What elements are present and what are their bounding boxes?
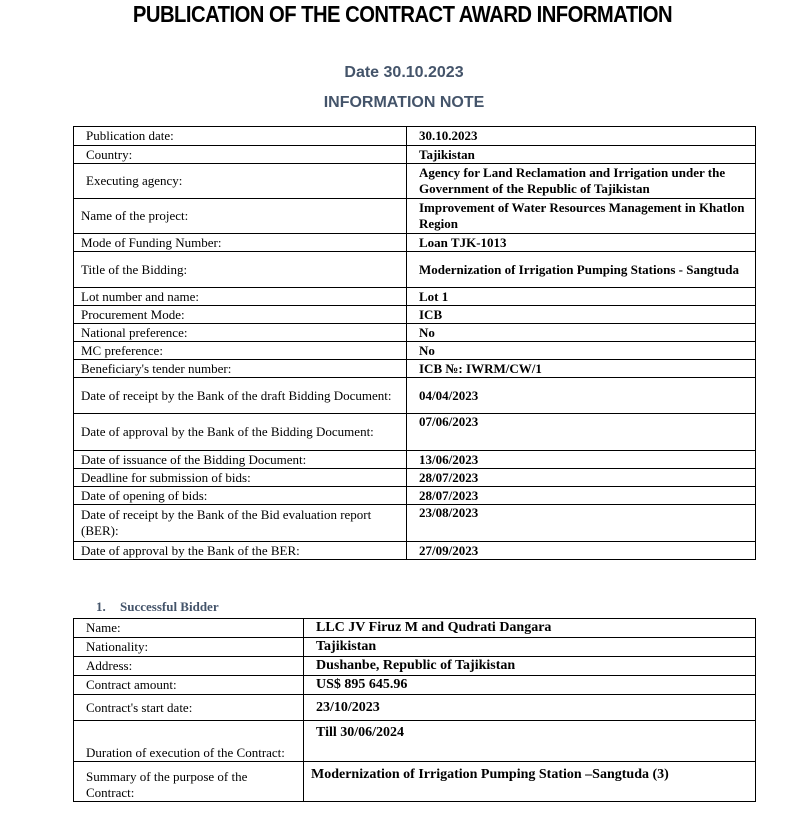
- table-row: [74, 306, 756, 324]
- row-label: Lot number and name:: [74, 288, 407, 306]
- row-value: Improvement of Water Resources Management in Khatlon Region: [407, 199, 756, 234]
- row-label: Date of approval by the Bank of the Bidding Document:: [74, 414, 407, 451]
- table-row: [74, 199, 756, 234]
- row-label: Contract's start date:: [74, 695, 304, 721]
- row-label: Summary of the purpose of the Contract:: [74, 762, 304, 802]
- table-row: [74, 324, 756, 342]
- row-value: 07/06/2023: [407, 414, 756, 451]
- table-row: [74, 378, 756, 414]
- row-label: Duration of execution of the Contract:: [74, 721, 304, 762]
- row-label: Mode of Funding Number:: [74, 234, 407, 252]
- row-value: Dushanbe, Republic of Tajikistan: [304, 657, 756, 676]
- table-row: [74, 762, 756, 802]
- row-value: LLC JV Firuz M and Qudrati Dangara: [304, 619, 756, 638]
- row-value: Tajikistan: [304, 638, 756, 657]
- row-value: 23/10/2023: [304, 695, 756, 721]
- section-number: 1.: [96, 599, 106, 614]
- row-value: ICB №: IWRM/CW/1: [407, 360, 756, 378]
- row-label: Country:: [74, 146, 407, 164]
- row-value: 04/04/2023: [407, 378, 756, 414]
- table-row: [74, 164, 756, 199]
- row-label: Procurement Mode:: [74, 306, 407, 324]
- table-row: [74, 469, 756, 487]
- table-row: [74, 127, 756, 146]
- table-row: [74, 146, 756, 164]
- row-label: Address:: [74, 657, 304, 676]
- table-row: [74, 288, 756, 306]
- section-title: Successful Bidder: [120, 599, 219, 614]
- table-row: [74, 360, 756, 378]
- table-row: [74, 451, 756, 469]
- row-label: Contract amount:: [74, 676, 304, 695]
- table-row: [74, 676, 756, 695]
- row-label: Name:: [74, 619, 304, 638]
- row-value: ICB: [407, 306, 756, 324]
- row-label: Deadline for submission of bids:: [74, 469, 407, 487]
- row-value: 27/09/2023: [407, 542, 756, 560]
- row-label: Date of opening of bids:: [74, 487, 407, 505]
- table-row: [74, 414, 756, 451]
- row-label: Date of approval by the Bank of the BER:: [74, 542, 407, 560]
- row-label: National preference:: [74, 324, 407, 342]
- row-value: Till 30/06/2024: [304, 721, 756, 762]
- row-value: No: [407, 342, 756, 360]
- row-value: No: [407, 324, 756, 342]
- table-row: [74, 505, 756, 542]
- row-label: Date of issuance of the Bidding Document:: [74, 451, 407, 469]
- row-value: Tajikistan: [407, 146, 756, 164]
- row-label: Date of receipt by the Bank of the draft Bidding Document:: [74, 378, 407, 414]
- table-row: [74, 542, 756, 560]
- row-label: Beneficiary's tender number:: [74, 360, 407, 378]
- row-label: MC preference:: [74, 342, 407, 360]
- table-row: [74, 638, 756, 657]
- row-value: 28/07/2023: [407, 469, 756, 487]
- row-value: 30.10.2023: [407, 127, 756, 146]
- successful-bidder-table: [73, 618, 756, 802]
- row-label: Title of the Bidding:: [74, 252, 407, 288]
- table-row: [74, 342, 756, 360]
- table-row: [74, 487, 756, 505]
- table-row: [74, 252, 756, 288]
- row-value: Modernization of Irrigation Pumping Station –Sangtuda (3): [304, 762, 756, 802]
- row-value: 23/08/2023: [407, 505, 756, 542]
- row-label: Nationality:: [74, 638, 304, 657]
- contract-info-table: [73, 126, 756, 560]
- row-label: Publication date:: [74, 127, 407, 146]
- table-row: [74, 721, 756, 762]
- row-label: Executing agency:: [74, 164, 407, 199]
- row-value: Agency for Land Reclamation and Irrigation under the Government of the Republic of Tajikistan: [407, 164, 756, 199]
- document-date: Date 30.10.2023: [344, 64, 464, 81]
- successful-bidder-heading: [96, 599, 219, 615]
- table-row: [74, 234, 756, 252]
- table-row: [74, 619, 756, 638]
- row-value: US$ 895 645.96: [304, 676, 756, 695]
- row-value: Lot 1: [407, 288, 756, 306]
- row-value: Loan TJK-1013: [407, 234, 756, 252]
- row-value: 28/07/2023: [407, 487, 756, 505]
- row-label: Name of the project:: [74, 199, 407, 234]
- document-title: PUBLICATION OF THE CONTRACT AWARD INFORMATION: [132, 1, 673, 27]
- row-value: Modernization of Irrigation Pumping Stations - Sangtuda: [407, 252, 756, 288]
- row-label: Date of receipt by the Bank of the Bid evaluation report (BER):: [74, 505, 407, 542]
- table-row: [74, 657, 756, 676]
- information-note-heading: INFORMATION NOTE: [323, 94, 485, 111]
- table-row: [74, 695, 756, 721]
- row-value: 13/06/2023: [407, 451, 756, 469]
